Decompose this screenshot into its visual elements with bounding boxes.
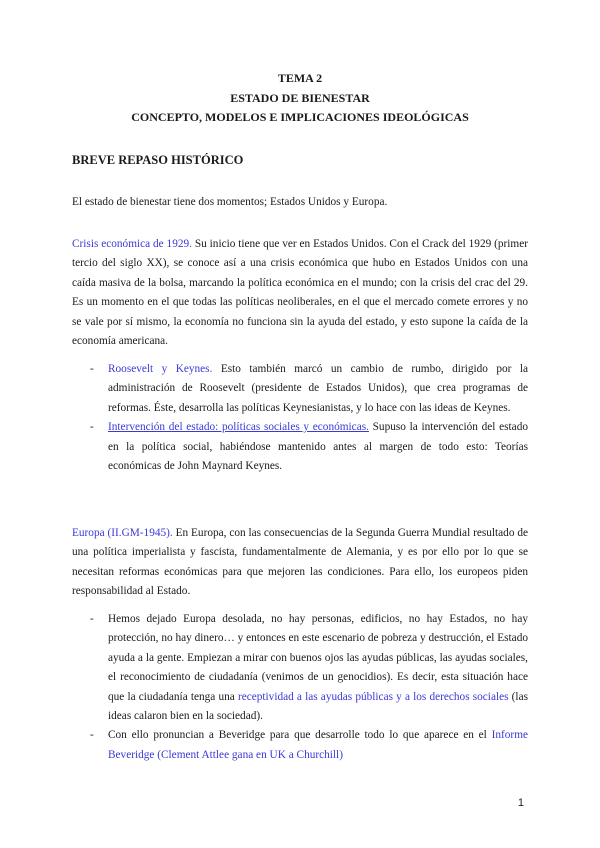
bullet-dash: - — [90, 729, 94, 742]
title-estado-bienestar: ESTADO DE BIENESTAR — [230, 90, 370, 105]
europa-bullet2-text: Con ello pronuncian a Beveridge para que desarrolle todo lo que aparece en el — [108, 729, 492, 742]
europa-bullet-list — [72, 610, 528, 765]
bullet-dash: - — [90, 363, 94, 375]
crisis-link: Crisis económica de 1929. — [72, 238, 192, 250]
crisis-bullet-list — [72, 360, 528, 476]
europa-paragraph — [72, 524, 528, 602]
receptividad-link: receptividad a las ayudas públicas y a los derechos sociales — [237, 690, 509, 703]
title-concepto: CONCEPTO, MODELOS E IMPLICACIONES IDEOLÓGICAS — [131, 110, 469, 124]
list-item — [72, 610, 528, 726]
intervencion-text: Supuso la intervención del estado en la política social, habiéndose mantenido antes al margen de todo esto: Teorías económicas de John Maynard Keynes. — [108, 421, 528, 473]
title-tema: TEMA 2 — [277, 71, 323, 85]
intervencion-link: Intervención del estado: políticas sociales y económicas. — [108, 421, 369, 434]
section-heading: BREVE REPASO HISTÓRICO — [72, 153, 244, 167]
crisis-text: Su inicio tiene que ver en Estados Unidos. Con el Crack del 1929 (primer tercio del siglo XX), se conoce así a una crisis económica que hubo en Estados Unidos con una caída masiva de la bolsa, marcando la política económica en el mundo; con la crisis del crac del 29. Es un momento en el que todas las políticas neoliberales, en el que el mercado comete errores y no se vale por sí mismo, la economía no funciona sin la ayuda del estado, y esto supone la caída de la economía americana. — [72, 238, 528, 348]
crisis-paragraph — [72, 235, 528, 351]
europa-bullet1-text: Hemos dejado Europa desolada, no hay personas, edificios, no hay Estados, no hay protección, no hay dinero… y entonces en este escenario de pobreza y destrucción, el Estado ayuda a la gente. Empiezan a mirar con buenos ojos las ayudas públicas, las ayudas sociales, el reconocimiento de ciudadanía (venimos de un genocidios). Es decir, esta situación hace que la ciudadanía tenga una — [108, 613, 528, 703]
roosevelt-link: Roosevelt y Keynes. — [108, 363, 213, 375]
intro-paragraph: El estado de bienestar tiene dos momentos; Estados Unidos y Europa. — [72, 196, 388, 208]
page-number: 1 — [517, 797, 524, 809]
document-title-block — [72, 69, 528, 128]
list-item — [72, 360, 528, 418]
bullet-dash: - — [90, 421, 94, 434]
roosevelt-text: Esto también marcó un cambio de rumbo, dirigido por la administración de Roosevelt (presidente de Estados Unidos), que crea programas de reformas. Éste, desarrolla las políticas Keynesianistas, y lo hace con las ideas de Keynes. — [108, 363, 528, 414]
bullet-dash: - — [90, 613, 94, 625]
europa-link: Europa (II.GM-1945). — [72, 527, 173, 539]
informe-beveridge-link: Informe Beveridge (Clement Attlee gana en UK a Churchill) — [108, 729, 528, 761]
europa-text: En Europa, con las consecuencias de la Segunda Guerra Mundial resultado de una política imperialista y fascista, fundamentalmente de Alemania, y es por ello por lo que se necesitan reformas económicas para que mejoren las condiciones. Para ello, los europeos piden responsabilidad al Estado. — [72, 527, 528, 598]
list-item — [72, 418, 528, 476]
list-item — [72, 726, 528, 765]
europa-bullet1-after: (las ideas calaron bien en la sociedad). — [108, 690, 528, 723]
